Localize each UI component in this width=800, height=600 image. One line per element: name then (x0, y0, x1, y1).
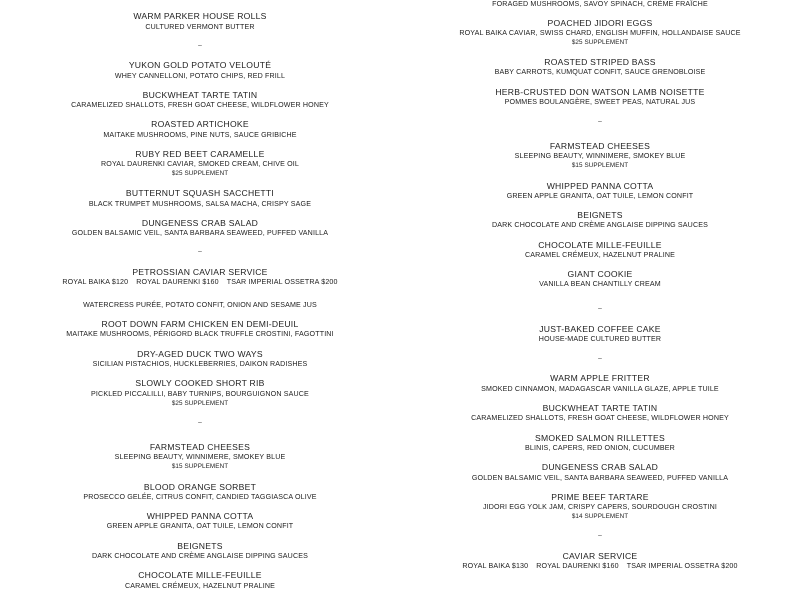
dish-description: VANILLA BEAN CHANTILLY CREAM (539, 279, 661, 288)
course-separator: ~ (197, 418, 203, 427)
dish-name: BLOOD ORANGE SORBET (143, 482, 257, 492)
dish-description: ROYAL BAIKA CAVIAR, SWISS CHARD, ENGLISH MUFFIN, HOLLANDAISE SAUCE (459, 28, 741, 37)
dish-name: RUBY RED BEET CARAMELLE (135, 149, 265, 159)
dish-description: SICILIAN PISTACHIOS, HUCKLEBERRIES, DAIKON RADISHES (92, 359, 308, 368)
dish-name: GIANT COOKIE (567, 269, 633, 279)
caviar-price-list (0, 278, 400, 287)
supplement-price: $15 SUPPLEMENT (571, 162, 629, 169)
dish-description: MAITAKE MUSHROOMS, PÉRIGORD BLACK TRUFFLE CROSTINI, FAGOTTINI (66, 329, 334, 338)
course-separator: ~ (597, 354, 603, 363)
dish-name: HERB-CRUSTED DON WATSON LAMB NOISETTE (495, 87, 705, 97)
dish-description: WATERCRESS PURÉE, POTATO CONFIT, ONION AND SESAME JUS (83, 300, 317, 309)
caviar-price: ROYAL BAIKA $120 (62, 277, 129, 286)
dish-name: WARM PARKER HOUSE ROLLS (133, 11, 267, 21)
dish-description: GREEN APPLE GRANITA, OAT TUILE, LEMON CONFIT (506, 191, 694, 200)
course-separator: ~ (597, 304, 603, 313)
dish-name: ROASTED STRIPED BASS (544, 57, 656, 67)
dish-description: PICKLED PICCALILLI, BABY TURNIPS, BOURGUIGNON SAUCE (91, 389, 309, 398)
dish-name: DUNGENESS CRAB SALAD (141, 218, 259, 228)
dish-description: GOLDEN BALSAMIC VEIL, SANTA BARBARA SEAWEED, PUFFED VANILLA (71, 228, 329, 237)
dish-description: BLINIS, CAPERS, RED ONION, CUCUMBER (525, 443, 675, 452)
dish-name: SLOWLY COOKED SHORT RIB (135, 378, 265, 388)
dish-name: BUCKWHEAT TARTE TATIN (142, 90, 258, 100)
course-separator: ~ (597, 117, 603, 126)
dish-name: CHOCOLATE MILLE-FEUILLE (138, 570, 262, 580)
dish-description: CARAMEL CRÉMEUX, HAZELNUT PRALINE (524, 250, 675, 259)
dish-description: POMMES BOULANGÈRE, SWEET PEAS, NATURAL JUS (504, 97, 696, 106)
caviar-price: ROYAL DAURENKI $160 (536, 561, 619, 570)
supplement-price: $25 SUPPLEMENT (571, 39, 629, 46)
supplement-price: $15 SUPPLEMENT (171, 463, 229, 470)
dish-name: SMOKED SALMON RILLETTES (535, 433, 665, 443)
dish-name: JUST-BAKED COFFEE CAKE (539, 324, 661, 334)
dish-description: PROSECCO GELÉE, CITRUS CONFIT, CANDIED TAGGIASCA OLIVE (83, 492, 317, 501)
dish-description: HOUSE-MADE CULTURED BUTTER (538, 334, 662, 343)
dish-name: CHOCOLATE MILLE-FEUILLE (538, 240, 662, 250)
dish-description: MAITAKE MUSHROOMS, PINE NUTS, SAUCE GRIBICHE (103, 130, 297, 139)
dish-name: PETROSSIAN CAVIAR SERVICE (132, 267, 268, 277)
dish-description: JIDORI EGG YOLK JAM, CRISPY CAPERS, SOURDOUGH CROSTINI (482, 502, 718, 511)
dish-name: ROASTED ARTICHOKE (151, 119, 249, 129)
dish-name: WHIPPED PANNA COTTA (546, 181, 654, 191)
course-separator: ~ (197, 41, 203, 50)
caviar-price: TSAR IMPERIAL OSSETRA $200 (626, 561, 738, 570)
dish-name: FARMSTEAD CHEESES (549, 141, 651, 151)
dish-name: YUKON GOLD POTATO VELOUTÉ (128, 60, 272, 70)
dish-description: GREEN APPLE GRANITA, OAT TUILE, LEMON CONFIT (106, 521, 294, 530)
dish-name: DRY-AGED DUCK TWO WAYS (137, 349, 263, 359)
dish-name: PRIME BEEF TARTARE (551, 492, 649, 502)
dish-description: DARK CHOCOLATE AND CRÈME ANGLAISE DIPPING SAUCES (92, 551, 308, 560)
supplement-price: $14 SUPPLEMENT (571, 513, 629, 520)
caviar-price: TSAR IMPERIAL OSSETRA $200 (226, 277, 338, 286)
dish-description: SLEEPING BEAUTY, WINNIMERE, SMOKEY BLUE (114, 452, 286, 461)
dish-name: BUTTERNUT SQUASH SACCHETTI (125, 188, 275, 198)
dish-description: CARAMELIZED SHALLOTS, FRESH GOAT CHEESE, WILDFLOWER HONEY (71, 100, 329, 109)
dish-name: FARMSTEAD CHEESES (149, 442, 251, 452)
supplement-price: $25 SUPPLEMENT (171, 400, 229, 407)
dish-name: POACHED JIDORI EGGS (547, 18, 653, 28)
supplement-price: $25 SUPPLEMENT (171, 170, 229, 177)
dish-name: BEIGNETS (577, 210, 623, 220)
course-separator: ~ (197, 247, 203, 256)
dish-name: CAVIAR SERVICE (562, 551, 638, 561)
caviar-price: ROYAL BAIKA $130 (462, 561, 529, 570)
dish-description: ROYAL DAURENKI CAVIAR, SMOKED CREAM, CHIVE OIL (101, 159, 299, 168)
dish-name: WHIPPED PANNA COTTA (146, 511, 254, 521)
dish-description: BLACK TRUMPET MUSHROOMS, SALSA MACHA, CRISPY SAGE (88, 199, 312, 208)
course-separator: ~ (597, 531, 603, 540)
dish-name: BUCKWHEAT TARTE TATIN (542, 403, 658, 413)
dish-description: CULTURED VERMONT BUTTER (145, 22, 255, 31)
dish-description: GOLDEN BALSAMIC VEIL, SANTA BARBARA SEAWEED, PUFFED VANILLA (471, 473, 729, 482)
dish-name: BEIGNETS (177, 541, 223, 551)
dish-description: DARK CHOCOLATE AND CRÈME ANGLAISE DIPPING SAUCES (492, 220, 708, 229)
dish-description: SLEEPING BEAUTY, WINNIMERE, SMOKEY BLUE (514, 151, 686, 160)
menu-column-right (400, 0, 800, 600)
dish-name: DUNGENESS CRAB SALAD (541, 462, 659, 472)
dish-description: FORAGED MUSHROOMS, SAVOY SPINACH, CRÈME FRAÎCHE (492, 0, 708, 8)
caviar-price-list (400, 562, 800, 571)
dish-description: WHEY CANNELLONI, POTATO CHIPS, RED FRILL (114, 71, 286, 80)
dish-description: CARAMEL CRÉMEUX, HAZELNUT PRALINE (124, 581, 275, 590)
dish-name: ROOT DOWN FARM CHICKEN EN DEMI-DEUIL (101, 319, 299, 329)
dish-description: SMOKED CINNAMON, MADAGASCAR VANILLA GLAZE, APPLE TUILE (481, 384, 719, 393)
dish-description: BABY CARROTS, KUMQUAT CONFIT, SAUCE GRENOBLOISE (494, 67, 706, 76)
caviar-price: ROYAL DAURENKI $160 (136, 277, 219, 286)
dish-name: WARM APPLE FRITTER (550, 373, 650, 383)
dish-description: CARAMELIZED SHALLOTS, FRESH GOAT CHEESE, WILDFLOWER HONEY (471, 413, 729, 422)
